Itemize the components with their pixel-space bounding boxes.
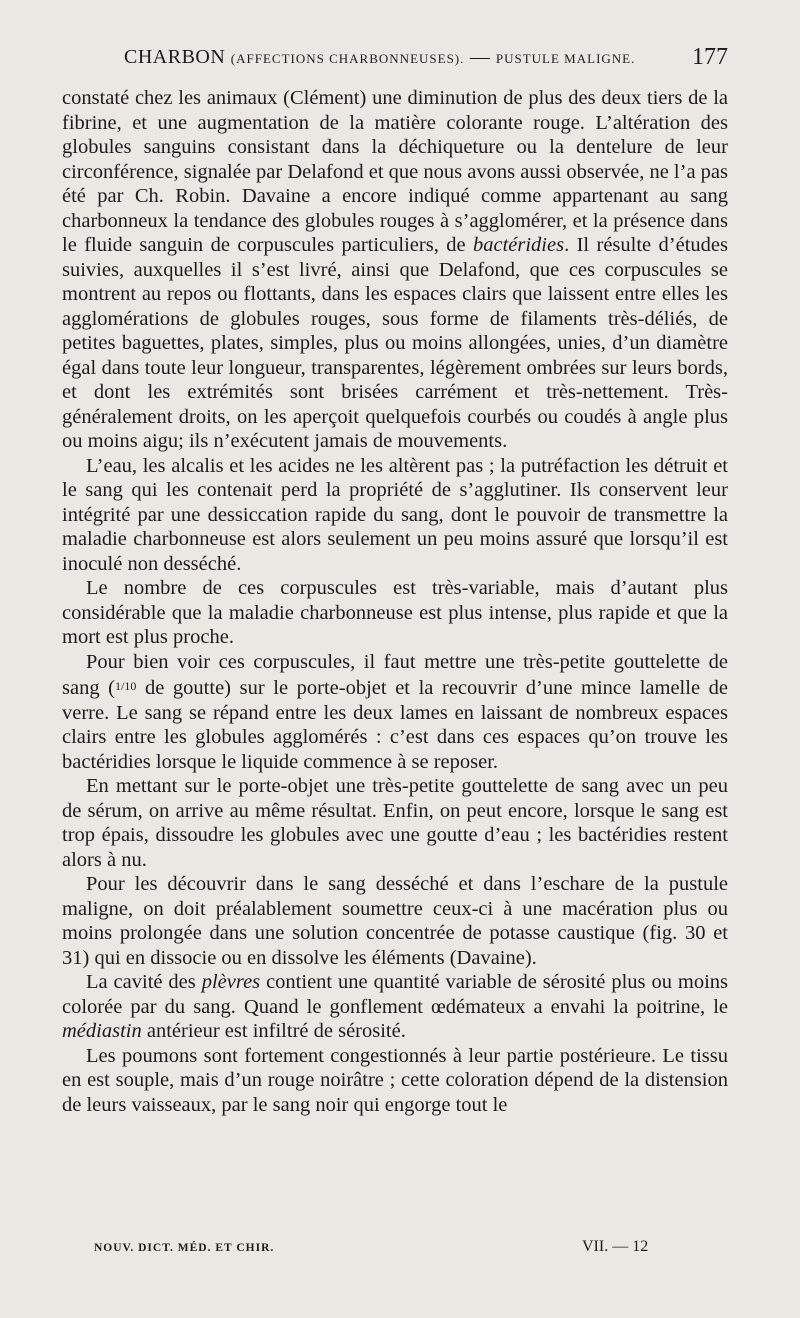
paragraph-1: constaté chez les animaux (Clément) une diminution de plus des deux tiers de la fibrine, et une augmentation de la matière colorante rouge. L’altération des globules sanguins consistant dans la déchiqueture ou la dentelure de leur circonférence, signalée par Delafond et que nous avons aussi observée, ne l’a pas été par Ch. Robin. Davaine a encore indiqué comme appartenant au sang charbonneux la tendance des globules rouges à s’agglomérer, et la présence dans le fluide sanguin de corpuscules particuliers, de bactéridies. Il résulte d’études suivies, auxquelles il s’est livré, ainsi que Delafond, que ces corpuscules se montrent au repos ou flottants, dans les espaces clairs que laissent entre elles les agglomérations de globules rouges, sous forme de filaments très-déliés, de petites baguettes, plates, simples, plus ou moins allongées, unies, d’un diamètre égal dans toute leur longueur, transparentes, légèrement ombrées sur leurs bords, et dont les extrémités sont brisées carrément et très-nettement. Très-généralement droits, on les aperçoit quelquefois courbés ou coudés à angle plus ou moins aigu; ils n’exécutent jamais de mouvements. (62, 87, 728, 452)
paragraph-4: Pour bien voir ces corpuscules, il faut mettre une très-petite gouttelette de sang (1/10 de goutte) sur le porte-objet et la recouvrir d’une mince lamelle de verre. Le sang se répand entre les deux lames en laissant de nombreux espaces clairs entre les globules agglomérés : c’est dans ces espaces qu’on trouve les bactéridies lorsque le liquide commence à se reposer. (62, 650, 728, 773)
paragraph-8: Les poumons sont fortement congestionnés à leur partie postérieure. Le tissu en est souple, mais d’un rouge noirâtre ; cette coloration dépend de la distension de leurs vaisseaux, par le sang noir qui engorge tout le (62, 1044, 728, 1116)
body-text (62, 86, 728, 1117)
page-footer (94, 1238, 664, 1262)
running-header (62, 44, 728, 76)
term-mediastin: médiastin (62, 1020, 142, 1042)
header-subject: PUSTULE MALIGNE. (495, 51, 636, 66)
term-plevres: plèvres (201, 971, 261, 993)
page-number: 177 (692, 44, 728, 70)
header-dash: — (469, 46, 491, 68)
paragraph-7: La cavité des plèvres contient une quantité variable de sérosité plus ou moins colorée par du sang. Quand le gonflement œdémateux a envahi la poitrine, le médiastin antérieur est infiltré de sérosité. (62, 971, 728, 1042)
paragraph-2: L’eau, les alcalis et les acides ne les altèrent pas ; la putréfaction les détruit et le sang qui les contenait perd la propriété de s’agglutiner. Ils conservent leur intégrité par une dessiccation rapide du sang, dont le pouvoir de transmettre la maladie charbonneuse est alors seulement un peu moins assuré que lorsqu’il est inoculé non desséché. (62, 454, 728, 575)
footer-signature: NOUV. DICT. MÉD. ET CHIR. (94, 1242, 275, 1254)
header-title: CHARBON (124, 46, 226, 68)
footer-sheet: VII. — 12 (582, 1238, 649, 1255)
paragraph-3: Le nombre de ces corpuscules est très-variable, mais d’autant plus considérable que la maladie charbonneuse est plus intense, plus rapide et que la mort est plus proche. (62, 577, 728, 648)
term-bacteridies: bactéridies (472, 234, 565, 256)
header-subtitle: (AFFECTIONS CHARBONNEUSES). (230, 51, 465, 66)
running-title (124, 46, 635, 69)
paragraph-5: En mettant sur le porte-objet une très-petite gouttelette de sang avec un peu de sérum, on arrive au même résultat. Enfin, on peut encore, lorsque le sang est trop épais, dissoudre les globules avec une goutte d’eau ; les bactéridies restent alors à nu. (62, 775, 728, 871)
paragraph-6: Pour les découvrir dans le sang desséché et dans l’eschare de la pustule maligne, on doit préalablement soumettre ceux-ci à une macération plus ou moins prolongée dans une solution concentrée de potasse caustique (fig. 30 et 31) qui en dissocie ou en dissolve les éléments (Davaine). (62, 873, 728, 969)
fraction: 1/10 (115, 679, 137, 693)
